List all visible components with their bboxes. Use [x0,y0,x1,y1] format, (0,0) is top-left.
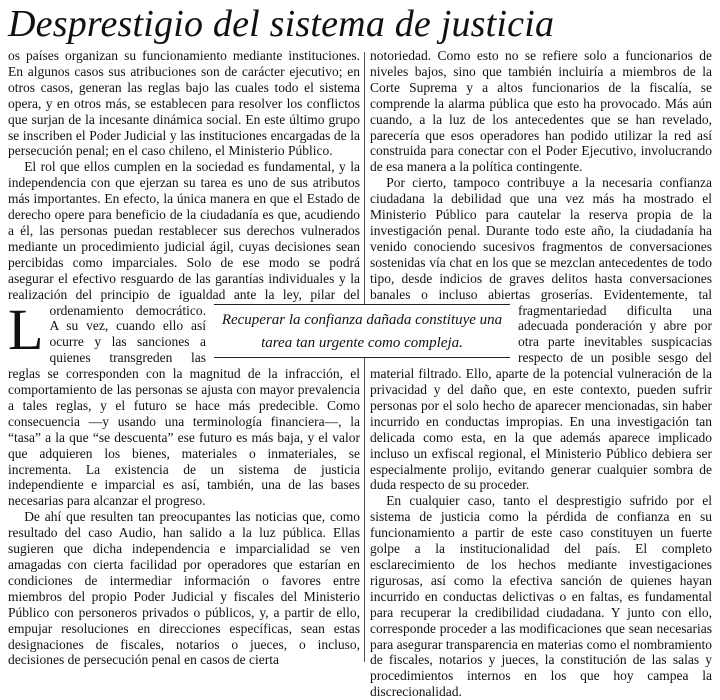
paragraph-4: notoriedad. Como esto no se refiere solo a funcionarios de niveles bajos, sino que también incluiría a miembros de la Corte Suprema y a altos funcionarios de la fiscalía, se comprende la alarma pública que esto ha provocado. Más aún cuando, a la luz de los antecedentes que se han revelado, parecería que esos operadores han podido utilizar la red así construida para conectar con el Poder Ejecutivo, involucrando de esa manera a la política contingente. [370,48,712,175]
pull-quote: Recuperar la confianza dañada constituye una tarea tan urgente como compleja. [214,304,510,358]
paragraph-1-text: os países organizan su funcionamiento mediante instituciones. En algunos casos sus atribuciones son de carácter ejecutivo; en otros casos, generan las reglas bajo las cuales todo el sistema opera, y en otros más, se establecen para resolver los conflictos que surjan de la incesante dinámica social. En este último grupo se inscriben el Poder Judicial y las instituciones encargadas de la persecución penal; en el caso chileno, el Ministerio Público. [8,48,360,159]
drop-cap: L [8,297,44,362]
paragraph-2-text: El rol que ellos cumplen en la sociedad es fundamental, y la independencia con que ejerzan su tarea es uno de sus atributos más importantes. En efecto, la única manera en que el Estado de derecho opere para beneficio de la ciudadanía es que, acudiendo a él, las personas puedan restablecer sus derechos vulnerados mediante un procedimiento judicial ágil, cuyas decisiones sean percibidas como imparciales. Solo de ese modo se podrá asegurar el efectivo resguardo de las garantías individuales y la realización del principio de igualdad ante la ley, pilar del ordenamiento democrático. A su vez, cuando ello así ocurre y las sanciones a quienes transgreden las reglas se corresponden con la magnitud de la infracción, el comportamiento de las personas se ajusta con mayor prevalencia a tales reglas, y el futuro se hace más predecible. Como consecuencia —y usando una terminología financiera—, la “tasa” a la que “se descuenta” ese futuro es más baja, y el valor que adquieren los bienes, materiales o inmateriales, se incrementa. La existencia de un sistema de justicia independiente e imparcial es así, también, una de las bases necesarias para alcanzar el progreso. [8,159,360,509]
paragraph-3: De ahí que resulten tan preocupantes las noticias que, como resultado del caso Audio, han salido a la luz pública. Ellas sugieren que dicha independencia e imparcialidad se ven amagadas con cierta facilidad por operadores que estarían en condiciones de intermediar información o favores entre miembros del propio Poder Judicial y fiscales del Ministerio Público con personeros privados o públicos, y, a partir de ello, empujar resoluciones en direcciones específicas, sean estas designaciones de fiscales, notarios o jueces, o incluso, decisiones de persecución penal en casos de cierta [8,509,360,668]
paragraph-5: Por cierto, tampoco contribuye a la necesaria confianza ciudadana la debilidad que una vez más ha mostrado el Ministerio Público para cautelar la reserva propia de la investigación penal. Durante todo este año, la ciudadanía ha venido conociendo sucesivos fragmentos de conversaciones sostenidas vía chat en los que se mezclan antecedentes de todo tipo, desde indicios de graves delitos hasta conversaciones banales o incluso abiertas groserías. Evidentemente, tal fragmentariedad dificulta una adecuada ponderación y abre por otra parte inevitables suspicacias respecto de un posible sesgo del material filtrado. Ello, aparte de la potencial vulneración de la privacidad y del daño que, en este contexto, pueden sufrir personas por el solo hecho de aparecer mencionadas, sin haber incurrido en conductas impropias. En una investigación tan delicada como esta, en la que además aparece implicado incluso un exfiscal regional, el Ministerio Público debiera ser especialmente prolijo, evitando generar cualquier sombra de duda respecto de su proceder. [370,175,712,493]
article-title: Desprestigio del sistema de justicia [8,3,555,45]
paragraph-6: En cualquier caso, tanto el desprestigio sufrido por el sistema de justicia como la pérdida de confianza en su funcionamiento a partir de este caso constituyen un fuerte golpe a la institucionalidad del país. El completo esclarecimiento de los hechos mediante investigaciones rigurosas, así como la efectiva sanción de quienes hayan incurrido en conductas delictivas o en faltas, es fundamental para recuperar la credibilidad ciudadana. Y junto con ello, corresponde proceder a las modificaciones que sean necesarias para asegurar transparencia en materias como el nombramiento de fiscales, notarios y jueces, la constitución de las salas y procedimientos internos en los que hoy campea la discrecionalidad. [370,493,712,700]
